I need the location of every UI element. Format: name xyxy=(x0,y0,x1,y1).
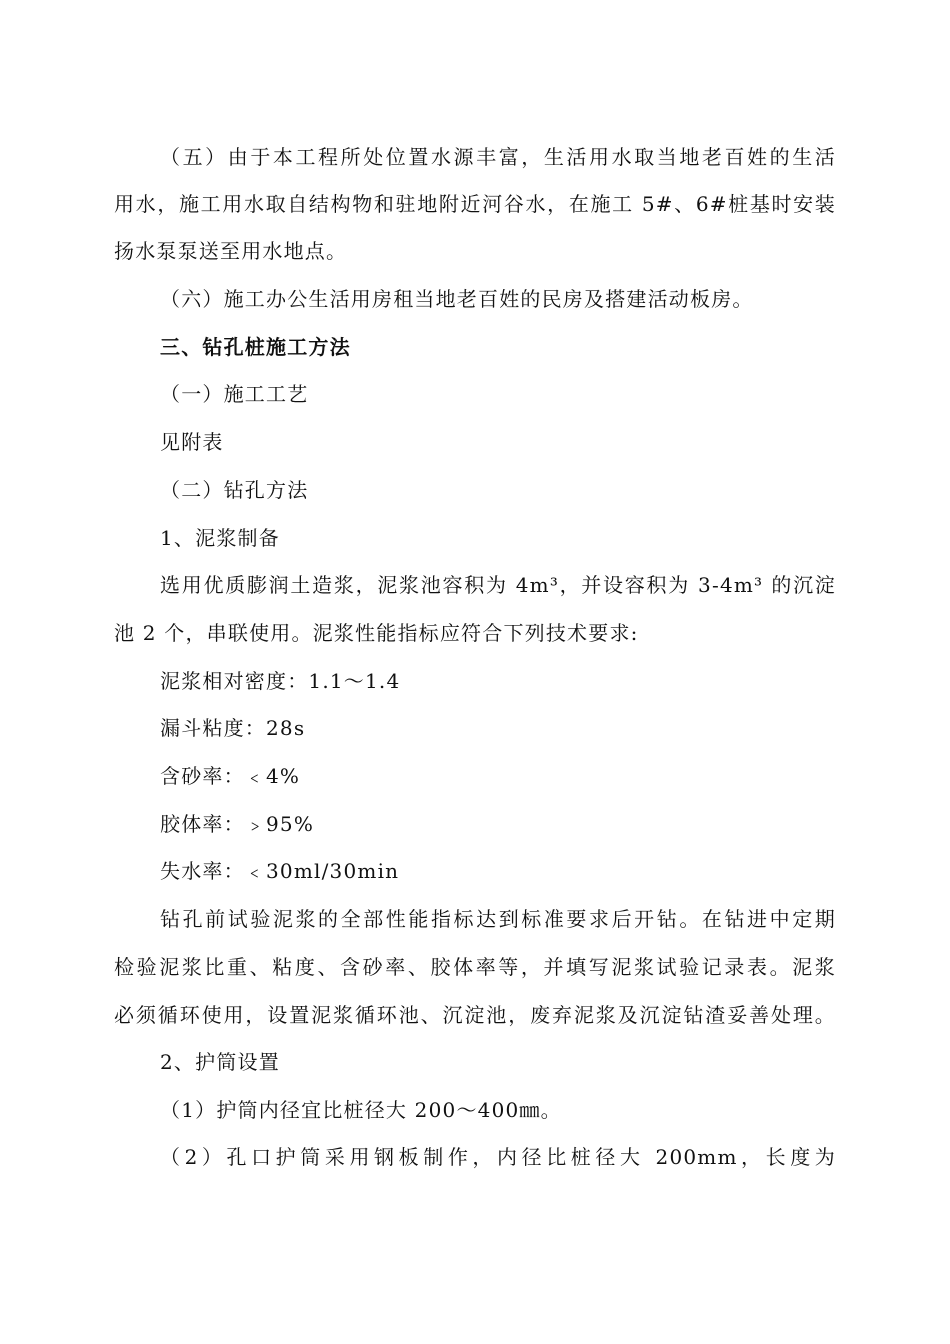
subheading-construction-process: （一）施工工艺 xyxy=(160,382,309,406)
test-paragraph-line-2: 检验泥浆比重、粘度、含砂率、胶体率等，并填写泥浆试验记录表。泥浆 xyxy=(114,955,836,979)
spec-water-loss: 失水率：﹤30ml/30min xyxy=(160,859,400,883)
paragraph-5-line-2: 用水，施工用水取自结构物和驻地附近河谷水，在施工 5#、6#桩基时安装 xyxy=(114,192,836,216)
casing-rule-2: （2）孔口护筒采用钢板制作，内径比桩径大 200mm，长度为 xyxy=(160,1145,836,1169)
section-heading-3: 三、钻孔桩施工方法 xyxy=(160,335,351,359)
paragraph-5-line-3: 扬水泵泵送至用水地点。 xyxy=(114,239,348,263)
spec-relative-density: 泥浆相对密度：1.1～1.4 xyxy=(160,669,401,693)
paragraph-5-line-1: （五）由于本工程所处位置水源丰富，生活用水取当地老百姓的生活 xyxy=(160,145,836,169)
casing-rule-1: （1）护筒内径宜比桩径大 200～400㎜。 xyxy=(160,1098,562,1122)
item-casing-setup: 2、护筒设置 xyxy=(160,1050,280,1074)
see-attached-table: 见附表 xyxy=(160,430,224,454)
subheading-drilling-method: （二）钻孔方法 xyxy=(160,478,309,502)
spec-funnel-viscosity: 漏斗粘度：28s xyxy=(160,716,306,740)
mud-paragraph-line-2: 池 2 个，串联使用。泥浆性能指标应符合下列技术要求: xyxy=(114,621,639,645)
spec-colloid-rate: 胶体率：﹥95% xyxy=(160,812,315,836)
spec-sand-content: 含砂率：﹤4% xyxy=(160,764,301,788)
mud-paragraph-line-1: 选用优质膨润土造浆，泥浆池容积为 4m³，并设容积为 3-4m³ 的沉淀 xyxy=(160,573,836,597)
test-paragraph-line-1: 钻孔前试验泥浆的全部性能指标达到标准要求后开钻。在钻进中定期 xyxy=(160,907,836,931)
paragraph-6: （六）施工办公生活用房租当地老百姓的民房及搭建活动板房。 xyxy=(160,287,754,311)
test-paragraph-line-3: 必须循环使用，设置泥浆循环池、沉淀池，废弃泥浆及沉淀钻渣妥善处理。 xyxy=(114,1003,836,1027)
item-mud-preparation: 1、泥浆制备 xyxy=(160,526,280,550)
